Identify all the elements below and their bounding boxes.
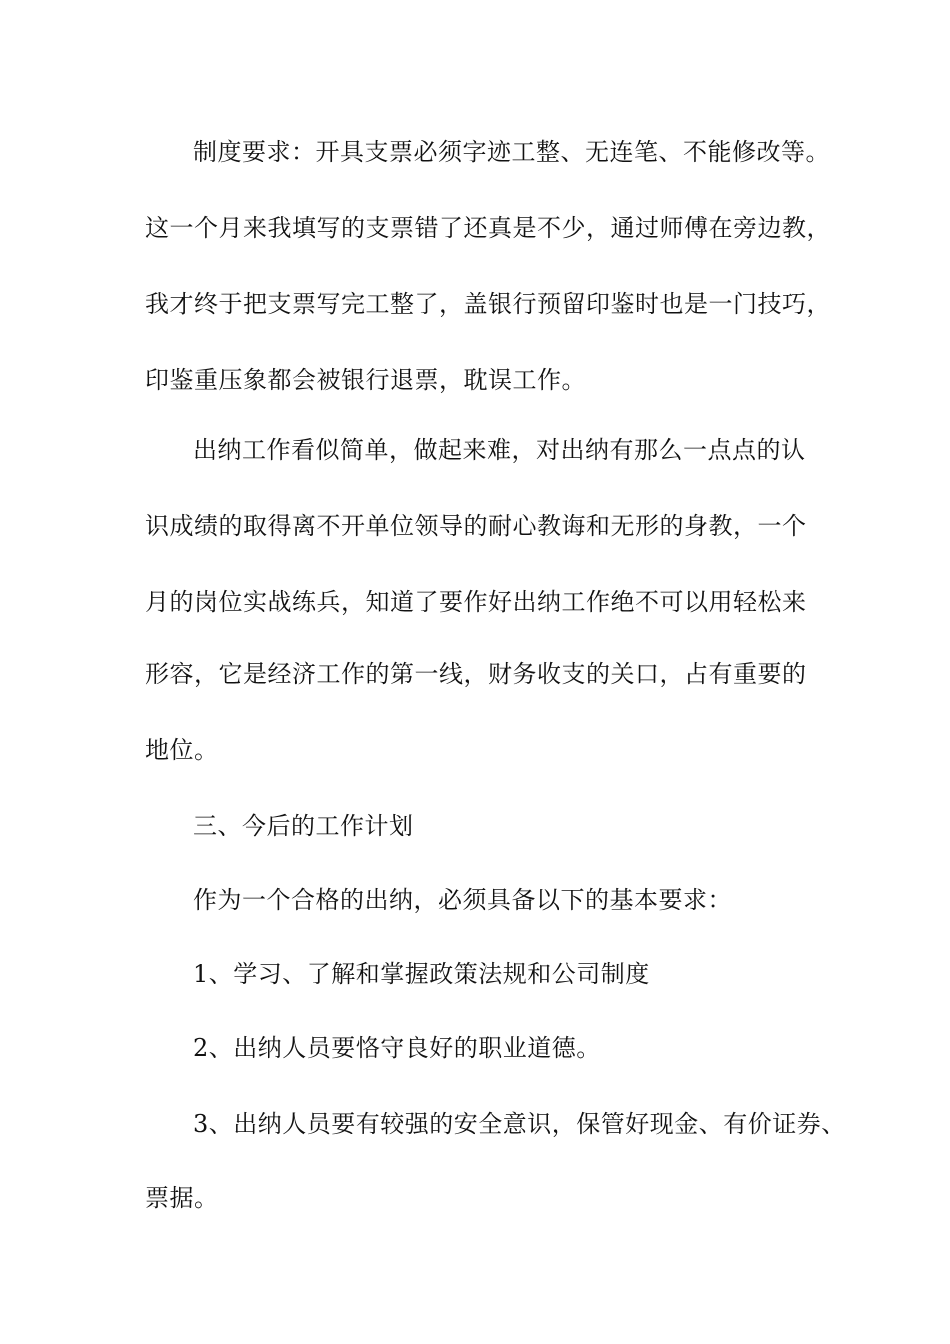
text-line: 月的岗位实战练兵，知道了要作好出纳工作绝不可以用轻松来 bbox=[145, 588, 807, 616]
list-item: 2、出纳人员要恪守良好的职业道德。 bbox=[193, 1034, 601, 1062]
text-line: 票据。 bbox=[145, 1184, 219, 1212]
text-line: 地位。 bbox=[145, 736, 219, 764]
text-line: 出纳工作看似简单，做起来难，对出纳有那么一点点的认 bbox=[193, 436, 806, 464]
text-line: 这一个月来我填写的支票错了还真是不少，通过师傅在旁边教， bbox=[145, 214, 831, 242]
text-line: 作为一个合格的出纳，必须具备以下的基本要求： bbox=[193, 886, 732, 914]
text-line: 形容，它是经济工作的第一线，财务收支的关口，占有重要的 bbox=[145, 660, 807, 688]
list-item: 1、学习、了解和掌握政策法规和公司制度 bbox=[193, 960, 650, 988]
text-line: 印鉴重压象都会被银行退票，耽误工作。 bbox=[145, 366, 586, 394]
text-line: 制度要求：开具支票必须字迹工整、无连笔、不能修改等。 bbox=[193, 138, 830, 166]
text-line: 我才终于把支票写完工整了，盖银行预留印鉴时也是一门技巧， bbox=[145, 290, 831, 318]
section-heading: 三、今后的工作计划 bbox=[193, 812, 414, 840]
text-line: 识成绩的取得离不开单位领导的耐心教诲和无形的身教，一个 bbox=[145, 512, 807, 540]
list-item: 3、出纳人员要有较强的安全意识，保管好现金、有价证券、 bbox=[193, 1110, 846, 1138]
